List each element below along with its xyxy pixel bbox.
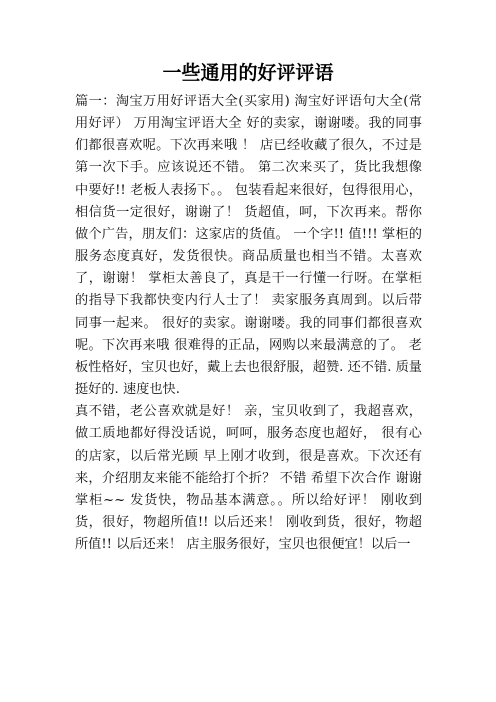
paragraph-1: 篇一：淘宝万用好评语大全(买家用) 淘宝好评语句大全(常用好评） 万用淘宝评语大全 好的卖家，谢谢喽。我的同事们都很喜欢呢。下次再来哦 ！ 店已经收藏了很久，不过是第一次下手。应该说还不错。 第二次来买了，货比我想像中要好!! 老板人表扬下。。 包装看起来很好，包得很用心，相信货一定很好，谢谢了！ 货超值，呵，下次再来。帮你做个广告，朋友们：这家店的货值。 一个字!! 值!!! 掌柜的服务态度真好，发货很快。商品质量也相当不错。太喜欢了，谢谢！ 掌柜太善良了，真是干一行懂一行呀。在掌柜的指导下我都快变内行人士了！ 卖家服务真周到。以后带同事一起来。 很好的卖家。谢谢喽。我的同事们都很喜欢呢。下次再来哦 很难得的正品，网购以来最满意的了。 老板性格好，宝贝也好，戴上去也很舒服，超赞. 还不错. 质量挺好的. 速度也快. <box>75 94 422 398</box>
document-body <box>75 91 422 556</box>
paragraph-2: 真不错，老公喜欢就是好！ 亲，宝贝收到了，我超喜欢，做工质地都好得没话说，呵呵，服务态度也超好， 很有心的店家，以后常光顾 早上刚才收到，很是喜欢。下次还有来，介绍朋友来能不能给打个折？ 不错 希望下次合作 谢谢掌柜~~ 发货快，物品基本满意。。所以给好评！ 刚收到货，很好，物超所值!! 以后还来！ 刚收到货，很好，物超所值!! 以后还来！ 店主服务很好，宝贝也很便宜！以后一 <box>75 404 422 553</box>
document-title: 一些通用的好评评语 <box>162 62 334 84</box>
